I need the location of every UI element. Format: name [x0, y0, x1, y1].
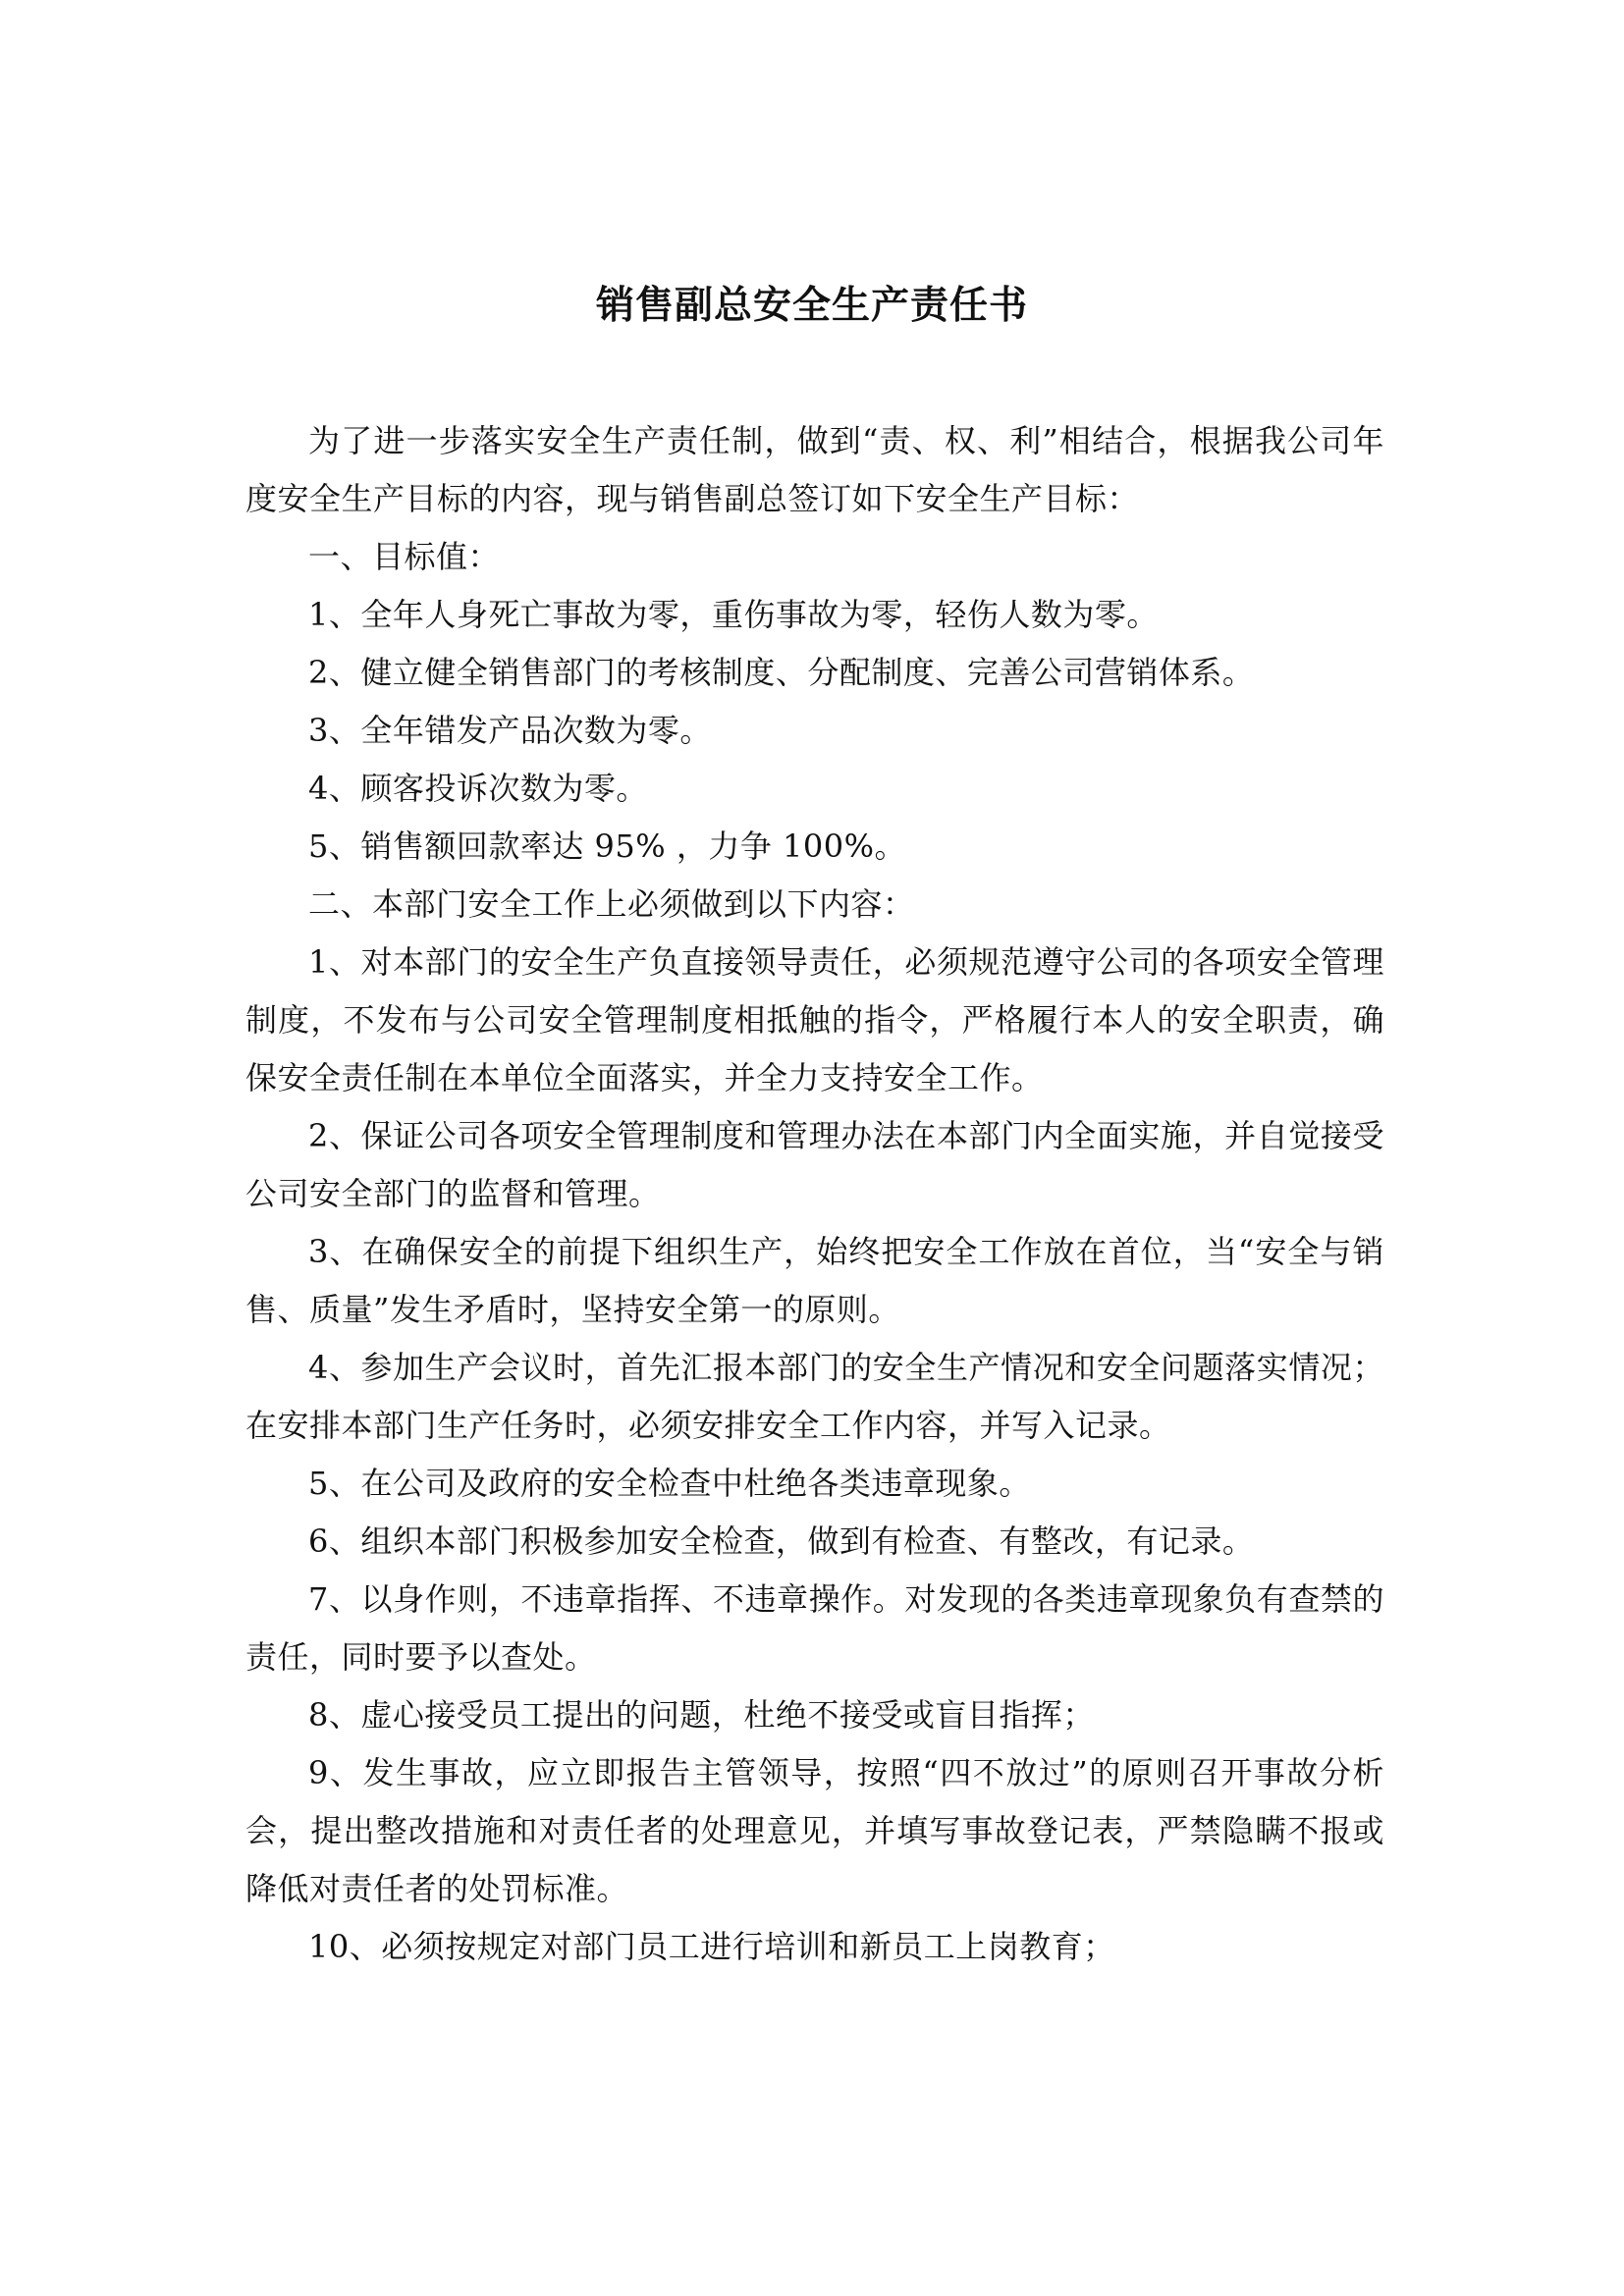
duty-item-4: 4、参加生产会议时，首先汇报本部门的安全生产情况和安全问题落实情况；在安排本部门生产任务时，必须安排安全工作内容，并写入记录。	[245, 1349, 1384, 1444]
target-item-4: 4、顾客投诉次数为零。	[308, 770, 648, 807]
duty-item-8: 8、虚心接受员工提出的问题，杜绝不接受或盲目指挥；	[308, 1696, 1095, 1734]
duty-item-7: 7、以身作则，不违章指挥、不违章操作。对发现的各类违章现象负有查禁的责任，同时要予以查处。	[245, 1580, 1384, 1676]
duty-item-3: 3、在确保安全的前提下组织生产，始终把安全工作放在首位，当“安全与销售、质量”发生矛盾时，坚持安全第一的原则。	[245, 1233, 1384, 1328]
duty-item-5: 5、在公司及政府的安全检查中杜绝各类违章现象。	[308, 1465, 1031, 1502]
target-item-3: 3、全年错发产品次数为零。	[308, 712, 712, 749]
target-item-2: 2、健立健全销售部门的考核制度、分配制度、完善公司营销体系。	[308, 654, 1255, 691]
document-body	[245, 412, 1384, 1976]
duty-item-9: 9、发生事故，应立即报告主管领导，按照“四不放过”的原则召开事故分析会，提出整改措施和对责任者的处理意见，并填写事故登记表，严禁隐瞒不报或降低对责任者的处罚标准。	[245, 1754, 1384, 1907]
section-heading-duties: 二、本部门安全工作上必须做到以下内容：	[308, 885, 915, 923]
duty-item-2: 2、保证公司各项安全管理制度和管理办法在本部门内全面实施，并自觉接受公司安全部门的监督和管理。	[245, 1117, 1384, 1212]
target-item-5: 5、销售额回款率达 95% ，力争 100%。	[308, 828, 906, 865]
document-title: 销售副总安全生产责任书	[595, 284, 1028, 328]
paragraph-intro: 为了进一步落实安全生产责任制，做到“责、权、利”相结合，根据我公司年度安全生产目标的内容，现与销售副总签订如下安全生产目标：	[245, 422, 1384, 517]
duty-item-6: 6、组织本部门积极参加安全检查，做到有检查、有整改，有记录。	[308, 1522, 1255, 1560]
duty-item-1: 1、对本部门的安全生产负直接领导责任，必须规范遵守公司的各项安全管理制度，不发布与公司安全管理制度相抵触的指令，严格履行本人的安全职责，确保安全责任制在本单位全面落实，并全力支持安全工作。	[245, 943, 1384, 1096]
duty-item-10: 10、必须按规定对部门员工进行培训和新员工上岗教育；	[308, 1928, 1115, 1965]
target-item-1: 1、全年人身死亡事故为零，重伤事故为零，轻伤人数为零。	[308, 596, 1159, 633]
section-heading-targets: 一、目标值：	[308, 538, 501, 575]
